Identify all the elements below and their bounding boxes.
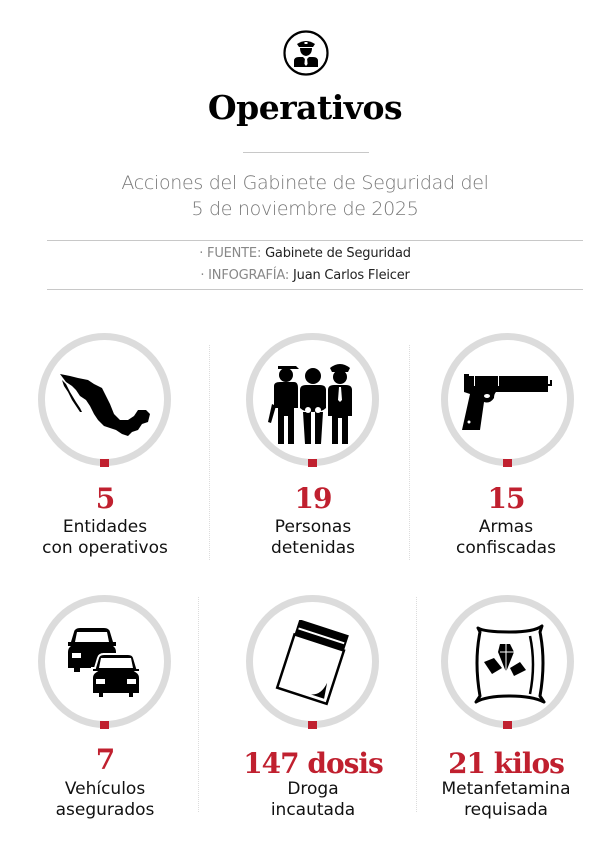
page-title: Operativos (207, 88, 403, 127)
stat-label (5, 517, 205, 559)
stat-label-line-2: con operativos (42, 538, 168, 558)
stat-label (406, 779, 606, 821)
stat-label (213, 517, 413, 559)
graphic-value: Juan Carlos Fleicer (293, 268, 410, 283)
credits-top-rule (47, 240, 583, 241)
detained-persons-icon (266, 360, 360, 446)
mexico-map-icon (58, 370, 158, 440)
ring-marker (100, 721, 109, 729)
subtitle-line-2: 5 de noviembre de 2025 (191, 198, 419, 220)
ring-marker (503, 459, 512, 467)
subtitle-line-1: Acciones del Gabinete de Seguridad del (121, 172, 489, 194)
ring-marker (503, 721, 512, 729)
cars-icon (66, 628, 144, 700)
stat-label-line-1: Armas (478, 517, 534, 537)
drug-bag-icon (272, 620, 356, 710)
stat-value: 19 (294, 482, 332, 515)
stat-value: 15 (487, 482, 525, 515)
stat-label-line-1: Entidades (62, 517, 148, 537)
stat-label-line-2: asegurados (55, 800, 155, 820)
stat-value: 21 kilos (448, 747, 564, 780)
pistol-icon (460, 372, 554, 432)
stat-label (406, 517, 606, 559)
source-credit (0, 246, 610, 261)
meth-sack-icon (470, 622, 550, 706)
stat-label-line-1: Droga (287, 779, 339, 799)
stat-label-line-1: Personas (274, 517, 352, 537)
stat-label-line-1: Metanfetamina (441, 779, 571, 799)
source-key: · FUENTE: (199, 246, 262, 261)
source-value: Gabinete de Seguridad (265, 246, 411, 261)
stat-label-line-1: Vehículos (64, 779, 146, 799)
stat-label (5, 779, 205, 821)
graphic-credit (0, 268, 610, 283)
credits-bottom-rule (47, 289, 583, 290)
graphic-key: · INFOGRAFÍA: (200, 268, 290, 283)
ring-marker (308, 721, 317, 729)
stat-label-line-2: requisada (464, 800, 548, 820)
ring-marker (100, 459, 109, 467)
stat-value: 147 dosis (243, 747, 383, 780)
stat-label-line-2: incautada (270, 800, 356, 820)
stat-label (213, 779, 413, 821)
stat-label-line-2: detenidas (271, 538, 355, 558)
title-divider (243, 152, 369, 153)
subtitle (0, 170, 610, 222)
stat-value: 5 (95, 482, 115, 515)
column-divider (209, 345, 210, 560)
stat-value: 7 (95, 743, 115, 776)
police-officer-icon (282, 29, 330, 77)
stat-label-line-2: confiscadas (456, 538, 556, 558)
ring-marker (308, 459, 317, 467)
